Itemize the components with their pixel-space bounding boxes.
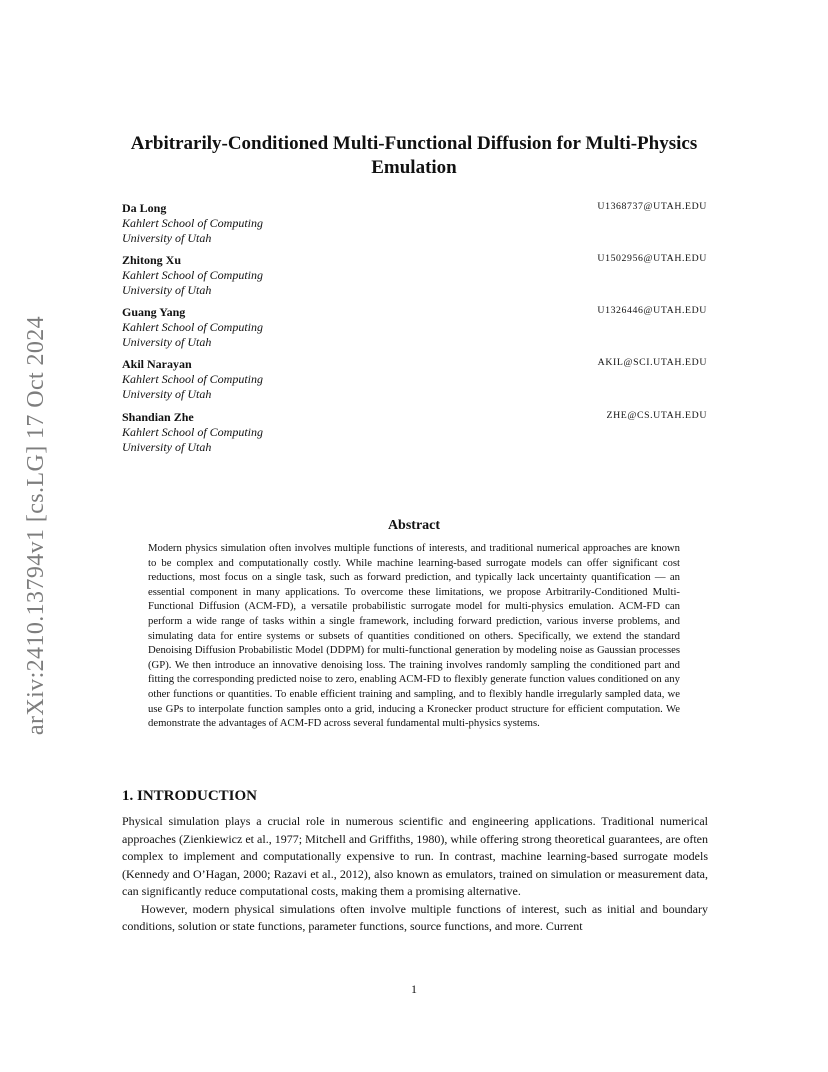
author-list <box>122 200 707 463</box>
author-affiliation-university: University of Utah <box>122 387 212 401</box>
author-block <box>122 304 707 356</box>
page-number: 1 <box>411 982 417 996</box>
author-block <box>122 200 707 252</box>
author-affiliation-university: University of Utah <box>122 335 212 349</box>
author-name: Akil Narayan <box>122 357 192 371</box>
author-block <box>122 409 707 463</box>
author-affiliation-school: Kahlert School of Computing <box>122 320 263 334</box>
paper-title <box>122 132 706 180</box>
introduction-paragraph: Physical simulation plays a crucial role in numerous scientific and engineering applications. Traditional numerical approaches (Zienkiewicz et al., 1977; Mitchell and Griffiths, 1980), while offering strong theoretical guarantees, are often complex to implement and computationally expensive to run. In contrast, machine learning-based surrogate models (Kennedy and O’Hagan, 2000; Razavi et al., 2012), also known as emulators, trained on simulation or measurement data, can significantly reduce computational costs, making them a promising alternative. <box>122 814 708 898</box>
author-affiliation-university: University of Utah <box>122 440 212 454</box>
author-name: Da Long <box>122 201 167 215</box>
author-affiliation-school: Kahlert School of Computing <box>122 268 263 282</box>
arxiv-side-stamp <box>20 290 54 760</box>
author-name: Shandian Zhe <box>122 410 194 424</box>
introduction-body <box>122 813 708 936</box>
author-email: ZHE@CS.UTAH.EDU <box>606 410 707 421</box>
author-affiliation-school: Kahlert School of Computing <box>122 425 263 439</box>
author-affiliation-school: Kahlert School of Computing <box>122 372 263 386</box>
introduction-paragraph: However, modern physical simulations often involve multiple functions of interest, such as initial and boundary conditions, solution or state functions, parameter functions, source functions, and more. Current <box>122 901 708 933</box>
author-email: U1502956@UTAH.EDU <box>597 253 707 264</box>
author-affiliation-university: University of Utah <box>122 283 212 297</box>
author-email: U1326446@UTAH.EDU <box>597 305 707 316</box>
author-block <box>122 252 707 304</box>
section-heading-introduction: 1. INTRODUCTION <box>122 788 258 804</box>
arxiv-identifier: arXiv:2410.13794v1 [cs.LG] 17 Oct 2024 <box>23 315 50 735</box>
title-line-2: Emulation <box>371 157 457 178</box>
author-block <box>122 356 707 409</box>
author-name: Guang Yang <box>122 305 186 319</box>
author-email: AKIL@SCI.UTAH.EDU <box>597 357 707 368</box>
abstract-heading: Abstract <box>387 518 441 533</box>
author-email: U1368737@UTAH.EDU <box>597 201 707 212</box>
author-name: Zhitong Xu <box>122 253 182 267</box>
title-line-1: Arbitrarily-Conditioned Multi-Functional Diffusion for Multi-Physics <box>130 133 698 154</box>
author-affiliation-university: University of Utah <box>122 231 212 245</box>
abstract-text: Modern physics simulation often involves multiple functions of interests, and traditional numerical approaches are known to be complex and computationally costly. While machine learning-based surrogate models can offer significant cost reductions, most focus on a single task, such as forward prediction, and typically lack uncertainty quantification — an essential component in many applications. To overcome these limitations, we propose Arbitrarily-Conditioned Multi-Functional Diffusion (ACM-FD), a versatile probabilistic surrogate model for multi-physics emulation. ACM-FD can perform a wide range of tasks within a single framework, including forward prediction, various inverse problems, and simulating data for entire systems or subsets of quantities conditioned on others. Specifically, we extend the standard Denoising Diffusion Probabilistic Model (DDPM) for multi-functional generation by modeling noise as Gaussian processes (GP). We then introduce an innovative denoising loss. The training involves randomly sampling the conditioned part and fitting the corresponding predicted noise to zero, enabling ACM-FD to flexibly generate function values conditioned on any other functions or quantities. To enable efficient training and sampling, and to flexibly handle irregularly sampled data, we use GPs to interpolate function samples onto a grid, inducing a Kronecker product structure for efficient computation. We demonstrate the advantages of ACM-FD across several fundamental multi-physics systems. <box>148 542 680 730</box>
author-affiliation-school: Kahlert School of Computing <box>122 216 263 230</box>
